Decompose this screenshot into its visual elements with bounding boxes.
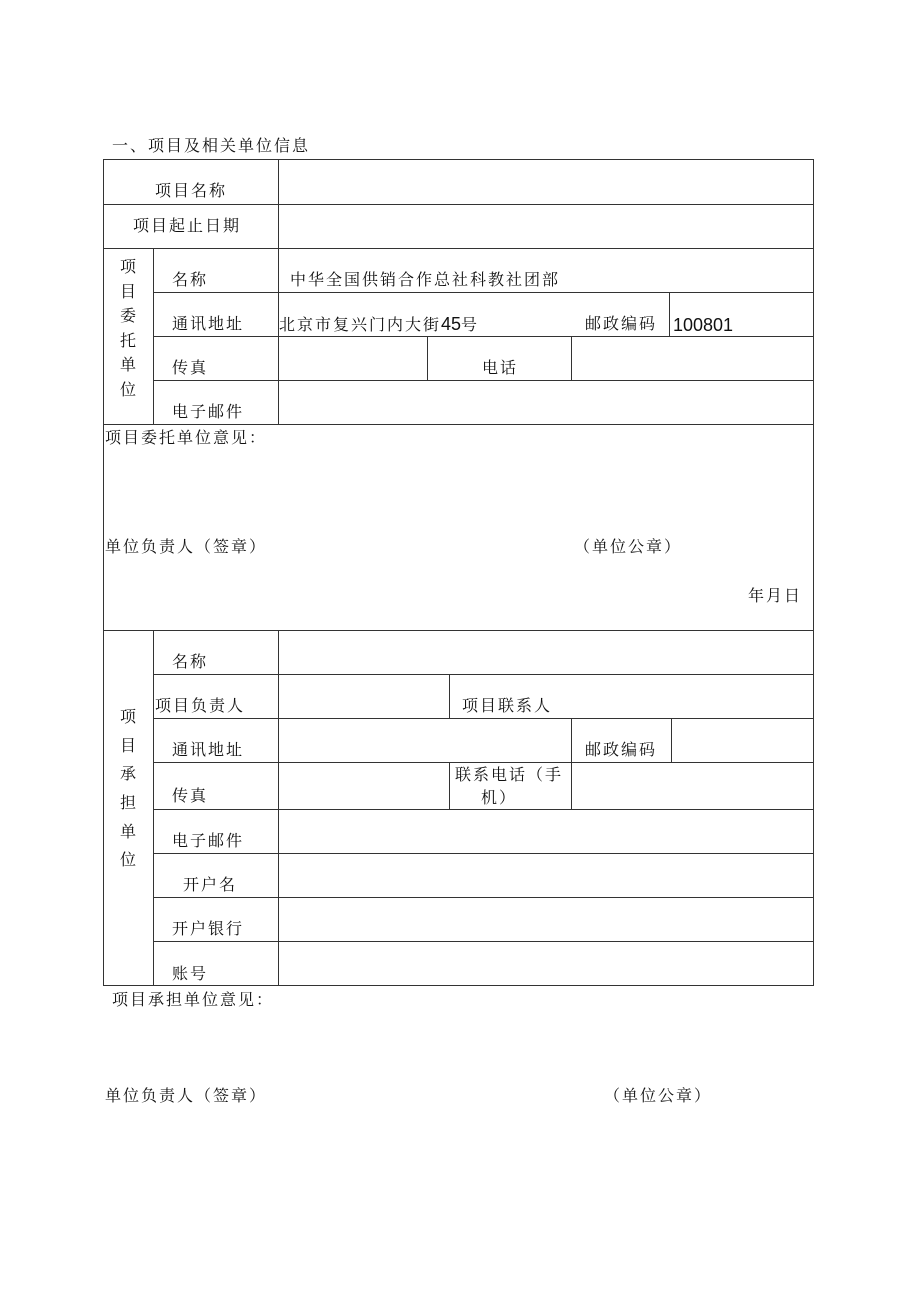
project-dates-label: 项目起止日期 <box>133 216 242 235</box>
contractor-mobile-label-1: 联系电话（手 <box>455 765 564 784</box>
client-fax-label: 传真 <box>172 358 209 377</box>
contractor-mobile-label-2: 机） <box>481 788 518 807</box>
client-seal-label: （单位公章） <box>574 537 683 556</box>
contractor-seal-label: （单位公章） <box>604 1086 713 1105</box>
client-signer-label: 单位负责人（签章） <box>105 537 268 556</box>
client-name-label: 名称 <box>172 270 209 289</box>
contractor-name-label: 名称 <box>172 652 209 671</box>
contractor-postcode-label: 邮政编码 <box>585 740 658 759</box>
contractor-bank-label: 开户银行 <box>172 919 245 938</box>
contractor-group-label: 项 目 承 担 单 位 <box>119 707 136 870</box>
contractor-contact-label: 项目联系人 <box>462 696 553 715</box>
project-name-label: 项目名称 <box>155 181 228 200</box>
client-email-label: 电子邮件 <box>172 402 245 421</box>
client-opinion-label: 项目委托单位意见： <box>105 428 268 447</box>
contractor-signer-label: 单位负责人（签章） <box>105 1086 268 1105</box>
contractor-account-name-label: 开户名 <box>183 875 238 894</box>
client-address-label: 通讯地址 <box>172 314 245 333</box>
contractor-address-label: 通讯地址 <box>172 740 245 759</box>
client-phone-label: 电话 <box>482 358 519 377</box>
contractor-email-label: 电子邮件 <box>172 831 245 850</box>
client-date-label: 年月日 <box>748 586 803 605</box>
client-postcode-label: 邮政编码 <box>585 314 658 333</box>
client-group-label: 项 目 委 托 单 位 <box>119 257 136 399</box>
client-name-value: 中华全国供销合作总社科教社团部 <box>290 270 561 289</box>
section-title: 一、项目及相关单位信息 <box>112 136 311 155</box>
client-postcode-value: 100801 <box>673 315 734 335</box>
contractor-opinion-label: 项目承担单位意见： <box>112 990 275 1009</box>
contractor-fax-label: 传真 <box>172 786 209 805</box>
contractor-account-no-label: 账号 <box>172 964 209 983</box>
client-address-value: 北京市复兴门内大街45号 <box>279 314 480 334</box>
contractor-leader-label: 项目负责人 <box>155 696 246 715</box>
